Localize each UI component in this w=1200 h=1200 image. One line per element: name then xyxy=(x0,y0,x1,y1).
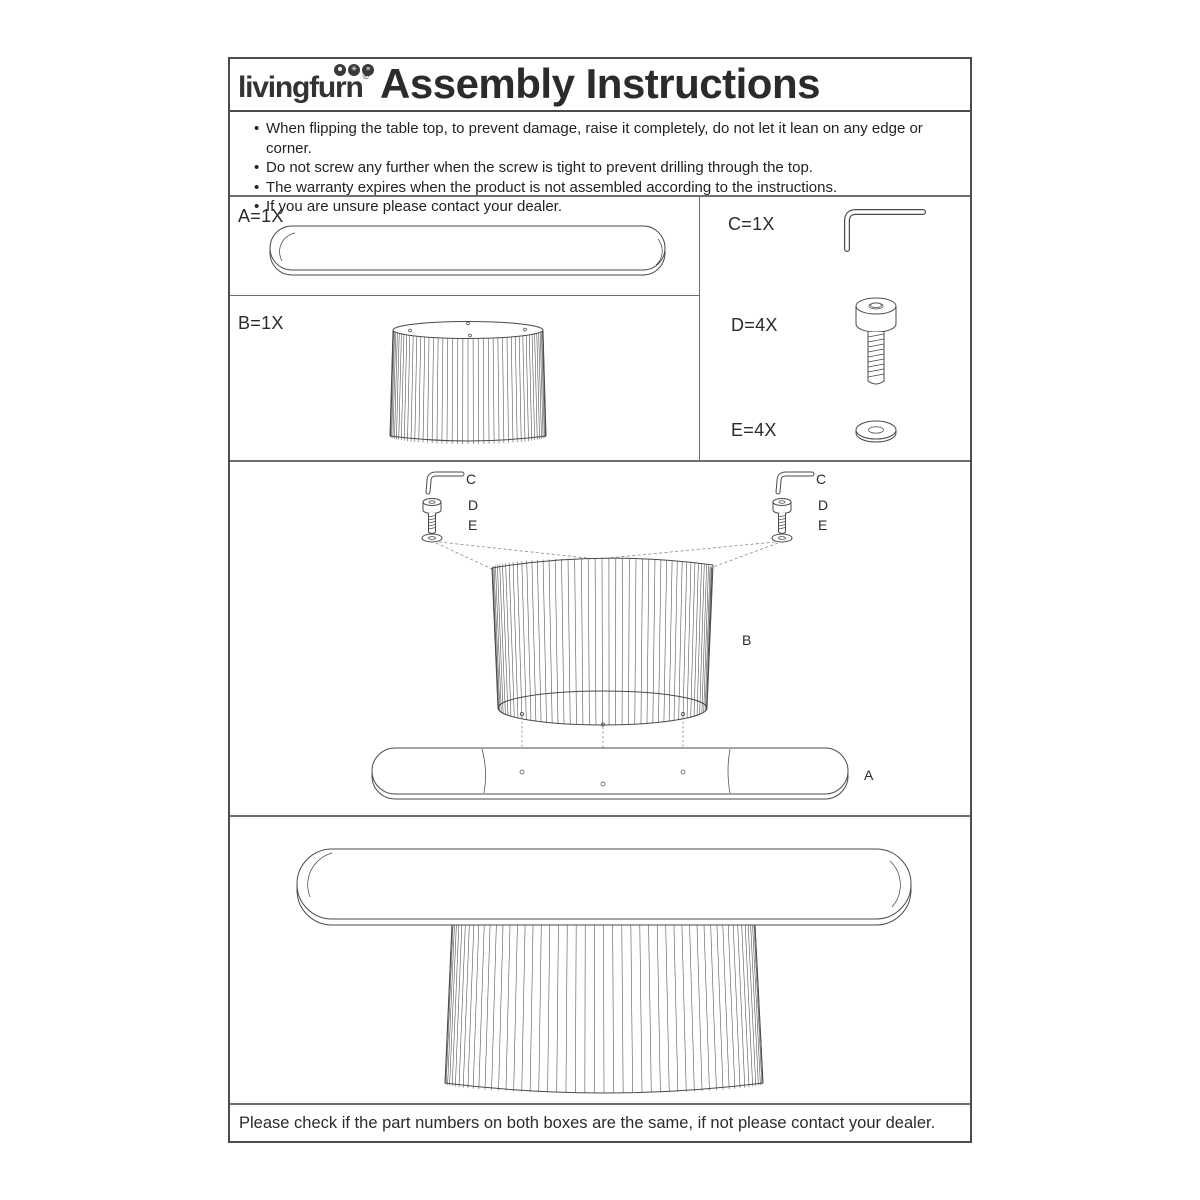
allen-key-drawing xyxy=(847,212,923,249)
part-e-label: E=4X xyxy=(731,420,777,440)
hardware-stack-left xyxy=(422,474,462,542)
part-d-label: D=4X xyxy=(731,315,778,335)
leader-lines xyxy=(436,542,778,569)
instruction-sheet xyxy=(228,57,972,1143)
assembly-top-drawing xyxy=(372,748,848,799)
parts-left-column xyxy=(230,197,700,460)
assembly-base-label: B xyxy=(742,632,752,648)
assembly-diagram-section xyxy=(230,462,970,817)
part-c-label: C=1X xyxy=(728,214,775,234)
bolt-drawing xyxy=(856,298,896,384)
warning-item: • If you are unsure please contact your dealer. xyxy=(266,197,970,217)
part-a-cell xyxy=(230,197,699,296)
callout-e-right: E xyxy=(818,517,828,533)
pedestal-base-drawing xyxy=(230,296,700,460)
footer-note xyxy=(230,1105,970,1141)
warning-item: • The warranty expires when the product is not assembled according to the instructions. xyxy=(266,178,970,198)
page-title: Assembly Instructions xyxy=(380,60,820,107)
assembled-table-section xyxy=(230,817,970,1105)
callout-c-left: C xyxy=(466,471,477,487)
warning-item: • Do not screw any further when the screw is tight to prevent drilling through the top. xyxy=(266,158,970,178)
washer-drawing xyxy=(856,421,896,442)
callout-d-left: D xyxy=(468,497,479,513)
assembled-table-drawing xyxy=(230,817,970,1103)
chat-badge-icon: ≡ xyxy=(362,64,374,76)
registered-trademark: ® xyxy=(362,71,370,81)
warnings-section xyxy=(230,112,970,215)
part-b-label: B=1X xyxy=(238,313,284,333)
part-b-cell xyxy=(230,296,699,460)
parts-section xyxy=(230,197,970,462)
header xyxy=(230,59,970,112)
part-a-label: A=1X xyxy=(238,206,284,226)
parts-right-column xyxy=(700,197,970,460)
callout-c-right: C xyxy=(816,471,827,487)
person-badge-icon: ☻ xyxy=(334,64,346,76)
callout-d-right: D xyxy=(818,497,829,513)
footer-note-text: Please check if the part numbers on both boxes are the same, if not please contact your dealer. xyxy=(239,1113,936,1132)
callout-e-left: E xyxy=(468,517,478,533)
warning-item: • When flipping the table top, to prevent damage, raise it completely, do not let it lean on any edge or corner. xyxy=(266,119,970,158)
flower-badge-icon: ✳ xyxy=(348,64,360,76)
brand-name: livingfurn xyxy=(238,71,363,104)
assembly-base-drawing xyxy=(492,558,713,726)
assembly-top-label: A xyxy=(864,767,874,783)
hardware-stack-right xyxy=(772,474,812,542)
table-top-drawing xyxy=(230,197,700,294)
